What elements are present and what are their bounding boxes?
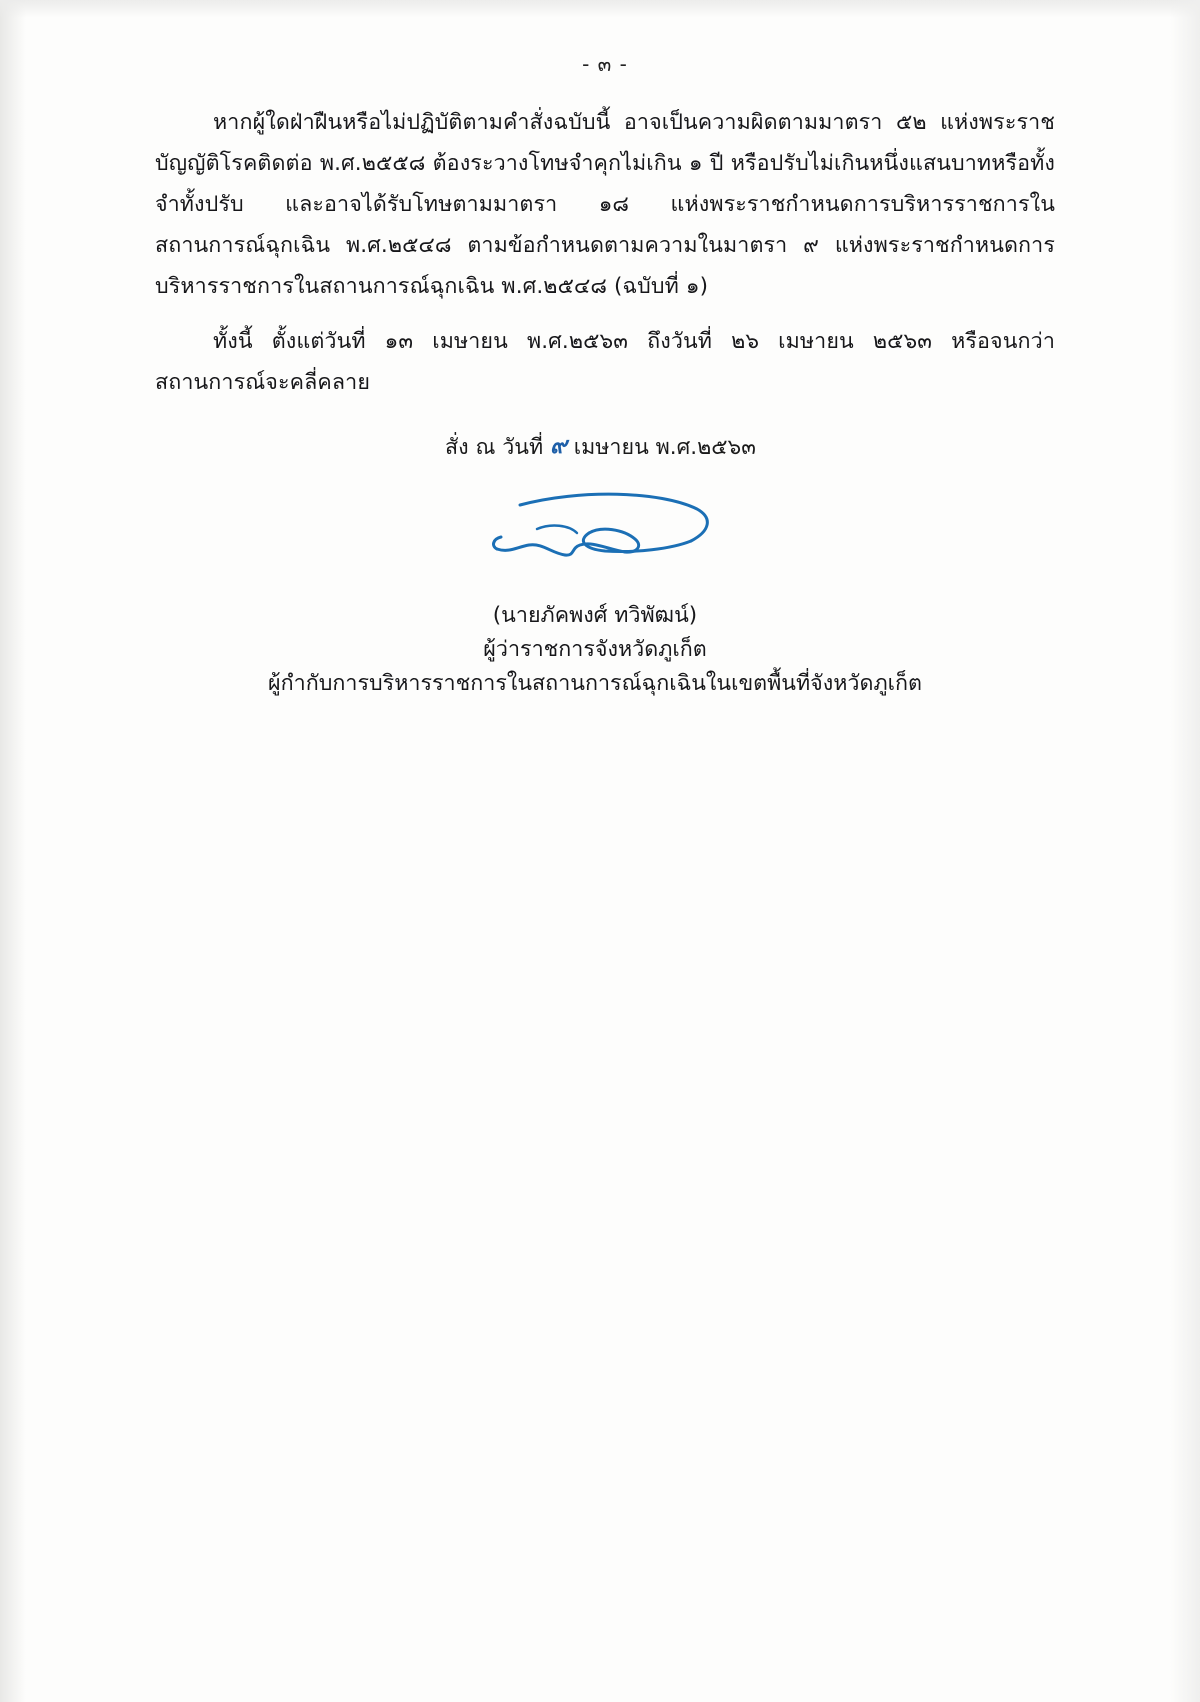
scan-edge-left [0,0,26,1702]
scan-edge-top [0,0,1200,18]
document-body [155,102,1055,403]
order-date-suffix: เมษายน พ.ศ.๒๕๖๓ [573,435,756,460]
order-date-line [445,429,1055,465]
order-date-prefix: สั่ง ณ วันที่ [445,435,544,460]
signer-position: ผู้ว่าราชการจังหวัดภูเก็ต [483,637,707,662]
signature-mark [485,483,745,588]
scan-edge-right [1170,0,1200,1702]
signer-role: ผู้กำกับการบริหารราชการในสถานการณ์ฉุกเฉินในเขตพื้นที่จังหวัดภูเก็ต [268,671,922,696]
order-date-day-handwritten: ๙ [550,432,567,459]
paragraph-penalty-clause-text: หากผู้ใดฝ่าฝืนหรือไม่ปฏิบัติตามคำสั่งฉบับนี้ อาจเป็นความผิดตามมาตรา ๕๒ แห่งพระราชบัญญัติโรคติดต่อ พ.ศ.๒๕๕๘ ต้องระวางโทษจำคุกไม่เกิน ๑ ปี หรือปรับไม่เกินหนึ่งแสนบาทหรือทั้งจำทั้งปรับ และอาจได้รับโทษตามมาตรา ๑๘ แห่งพระราชกำหนดการบริหารราชการในสถานการณ์ฉุกเฉิน พ.ศ.๒๕๔๘ ตามข้อกำหนดตามความในมาตรา ๙ แห่งพระราชกำหนดการบริหารราชการในสถานการณ์ฉุกเฉิน พ.ศ.๒๕๔๘ (ฉบับที่ ๑) [155,110,1055,299]
signer-block [155,599,1035,701]
paragraph-effective-period [155,321,1055,403]
signature-area [155,473,1055,593]
page-number: - ๓ - [582,52,628,76]
document-content [155,48,1055,701]
signer-name: (นายภัคพงศ์ ทวิพัฒน์) [492,603,698,628]
paragraph-effective-period-text: ทั้งนี้ ตั้งแต่วันที่ ๑๓ เมษายน พ.ศ.๒๕๖๓ ถึงวันที่ ๒๖ เมษายน ๒๕๖๓ หรือจนกว่าสถานการณ์จะคลี่คลาย [155,329,1055,395]
paragraph-penalty-clause [155,102,1055,307]
